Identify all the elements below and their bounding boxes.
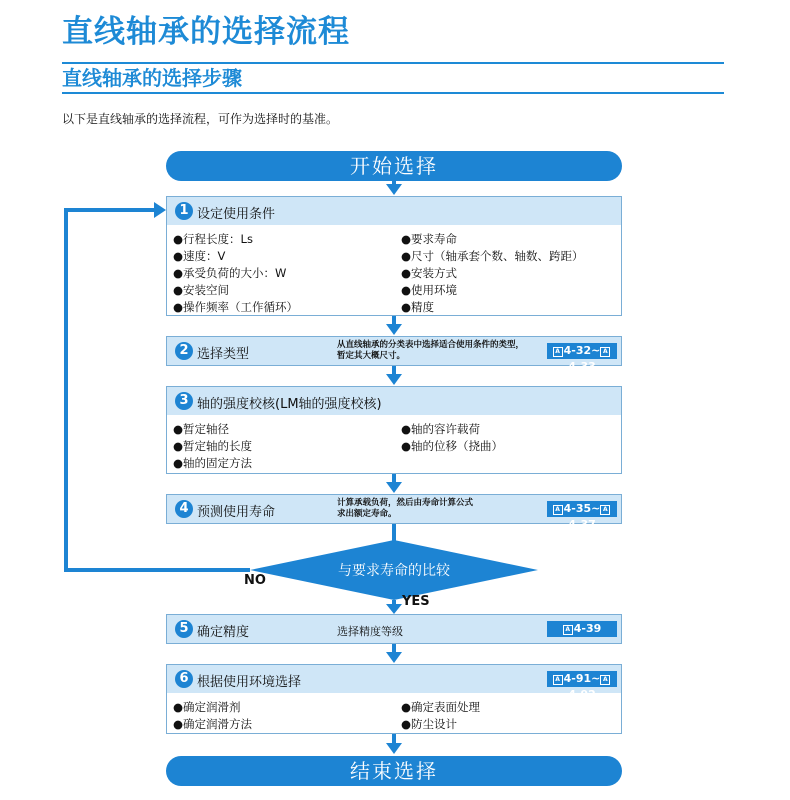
step6-number: 6	[175, 670, 193, 688]
loop-line	[64, 568, 250, 572]
step5-note: 选择精度等级	[337, 625, 403, 638]
page-ref-icon: A	[563, 625, 573, 635]
step4-page-ref[interactable]: A 4-35~ A4-37	[547, 501, 617, 517]
loop-line	[64, 208, 68, 572]
step1-number: 1	[175, 202, 193, 220]
step6-page-ref[interactable]: A 4-91~ A4-92	[547, 671, 617, 687]
page-ref-icon: A	[600, 347, 610, 357]
step3-right-item: ●轴的位移（挠曲）	[401, 439, 504, 453]
step6-right-item: ●确定表面处理	[401, 700, 481, 714]
step6-left-item: ●确定润滑方法	[173, 717, 253, 731]
down-arrow-icon	[386, 743, 402, 754]
step1-left-item: ●速度：V	[173, 249, 226, 263]
step6-box	[166, 664, 622, 734]
down-arrow-icon	[386, 652, 402, 663]
step3-number: 3	[175, 392, 193, 410]
step3-left-item: ●暂定轴径	[173, 422, 230, 436]
step1-right-item: ●尺寸（轴承套个数、轴数、跨距）	[401, 249, 584, 263]
page-ref-icon: A	[553, 347, 563, 357]
page-title: 直线轴承的选择流程	[62, 14, 350, 50]
step6-right-item: ●防尘设计	[401, 717, 458, 731]
step5-number: 5	[175, 620, 193, 638]
step1-right-item: ●精度	[401, 300, 435, 314]
step2-label: 选择类型	[197, 347, 250, 362]
loop-line	[64, 208, 154, 212]
step2-page-ref[interactable]: A 4-32~ A4-33	[547, 343, 617, 359]
section-subtitle: 直线轴承的选择步骤	[62, 66, 242, 90]
down-arrow-icon	[386, 604, 402, 614]
step1-left-item: ●行程长度：Ls	[173, 232, 253, 246]
step5-label: 确定精度	[197, 625, 250, 640]
step6-left-item: ●确定润滑剂	[173, 700, 241, 714]
step3-right-item: ●轴的容许载荷	[401, 422, 481, 436]
yes-label: YES	[402, 594, 430, 609]
page-ref-icon: A	[600, 505, 610, 515]
right-arrow-icon	[154, 202, 166, 218]
step3-left-item: ●暂定轴的长度	[173, 439, 253, 453]
step2-note: 从直线轴承的分类表中选择适合使用条件的类型， 暂定其大概尺寸。	[337, 340, 525, 361]
no-label: NO	[244, 573, 266, 588]
step1-right-item: ●安装方式	[401, 266, 458, 280]
step1-left-item: ●承受负荷的大小：W	[173, 266, 287, 280]
page-ref-icon: A	[600, 675, 610, 685]
step1-label: 设定使用条件	[197, 207, 276, 222]
step1-right-item: ●要求寿命	[401, 232, 458, 246]
step4-number: 4	[175, 500, 193, 518]
step5-page-ref[interactable]: A 4-39	[547, 621, 617, 637]
step1-right-item: ●使用环境	[401, 283, 458, 297]
end-pill: 结束选择	[166, 756, 622, 786]
step5-box	[166, 614, 622, 644]
step2-number: 2	[175, 342, 193, 360]
step3-left-item: ●轴的固定方法	[173, 456, 253, 470]
step3-label: 轴的强度校核(LM轴的强度校核)	[197, 397, 382, 412]
step1-left-item: ●安装空间	[173, 283, 230, 297]
page-ref-icon: A	[553, 675, 563, 685]
step6-label: 根据使用环境选择	[197, 675, 302, 690]
start-pill: 开始选择	[166, 151, 622, 181]
step4-label: 预测使用寿命	[197, 505, 276, 520]
step1-left-item: ●操作频率（工作循环）	[173, 300, 299, 314]
page-ref-icon: A	[553, 505, 563, 515]
intro-text: 以下是直线轴承的选择流程，可作为选择时的基准。	[62, 112, 339, 126]
step4-note: 计算承载负荷，然后由寿命计算公式 求出额定寿命。	[337, 498, 474, 519]
decision-label: 与要求寿命的比较	[338, 563, 450, 579]
